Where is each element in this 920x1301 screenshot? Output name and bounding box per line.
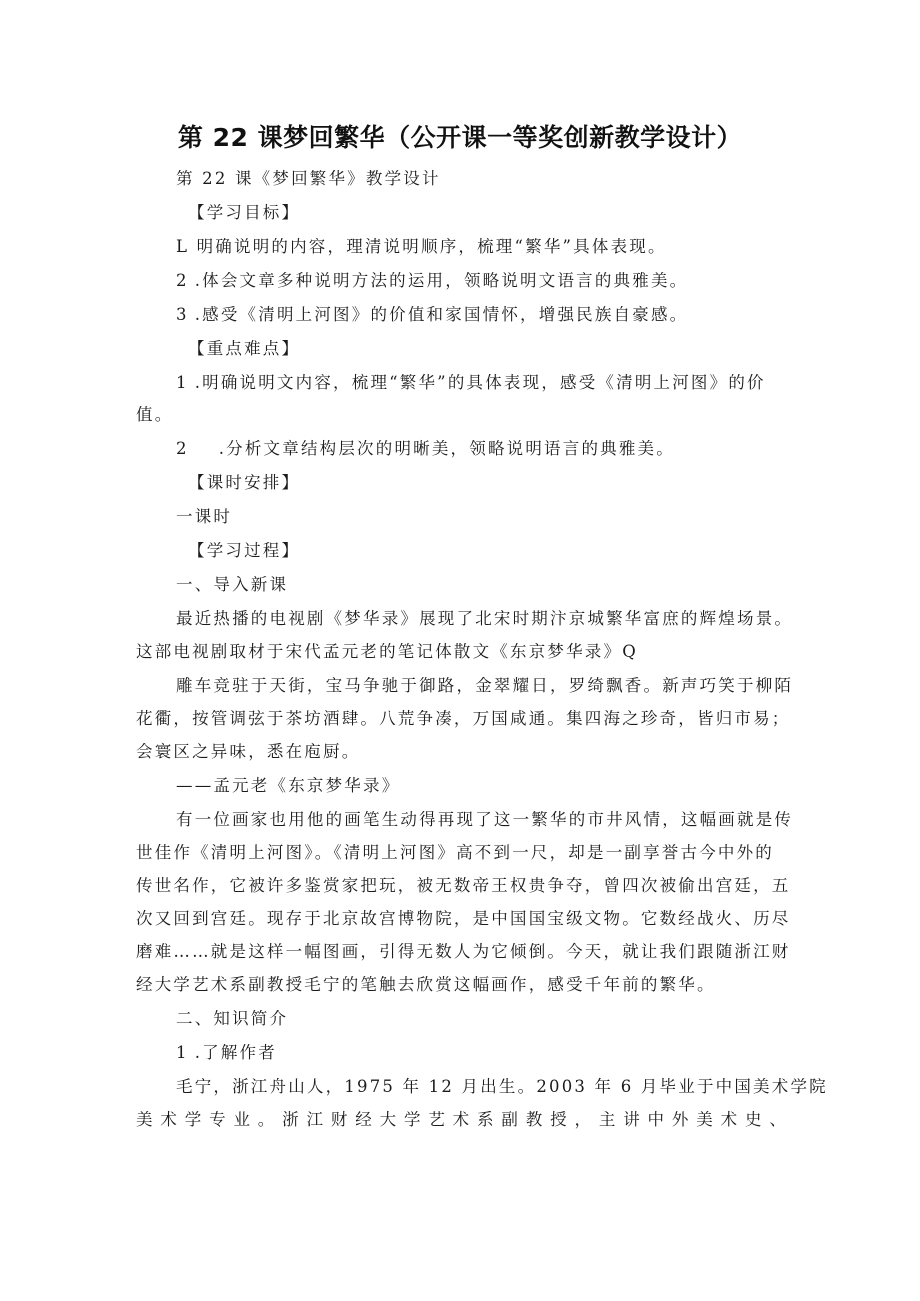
paragraph-1-line-1: 最近热播的电视剧《梦华录》展现了北宋时期汴京城繁华富庶的辉煌场景。 xyxy=(176,609,794,628)
paragraph-2-line-4: 次又回到宫廷。现存于北京故宫博物院，是中国国宝级文物。它数经战火、历尽 xyxy=(136,909,791,928)
paragraph-2-line-6: 经大学艺术系副教授毛宁的笔触去欣赏这幅画作，感受千年前的繁华。 xyxy=(136,975,716,994)
goal-3-text: .感受《清明上河图》的价值和家国情怀，增强民族自豪感。 xyxy=(194,305,689,324)
key-1-number: 1 xyxy=(176,373,189,392)
justified-char: 术 xyxy=(160,1110,177,1129)
justified-char: 术 xyxy=(452,1110,470,1129)
intro-item-1 xyxy=(176,1043,277,1063)
goal-2-number: 2 xyxy=(176,271,189,290)
justified-char: 美 xyxy=(696,1110,713,1129)
paragraph-2-line-3: 传世名作，它被许多鉴赏家把玩，被无数帝王权贵争夺，曾四次被偷出宫廷，五 xyxy=(136,876,791,895)
quote-line-3: 会寰区之异味，悉在庖厨。 xyxy=(136,742,361,761)
document-title: 第 22 课梦回繁华（公开课一等奖创新教学设计） xyxy=(177,123,743,152)
paragraph-1-line-2: 这部电视剧取材于宋代孟元老的笔记体散文《东京梦华录》Q xyxy=(136,642,638,661)
quote-line-2: 花衢，按管调弦于茶坊酒肆。八荒争凑，万国咸通。集四海之珍奇，皆归市易； xyxy=(136,709,791,728)
justified-char: 副 xyxy=(501,1110,518,1129)
key-point-1-line-1 xyxy=(176,373,766,393)
justified-char: 。 xyxy=(257,1110,275,1129)
part-1-heading: 一、导入新课 xyxy=(176,575,289,594)
goal-item-1: L 明确说明的内容，理清说明顺序，梳理“繁华”具体表现。 xyxy=(176,237,667,256)
key-point-1-line-2: 值。 xyxy=(136,405,174,424)
section-heading-key-points: 【重点难点】 xyxy=(188,339,301,358)
key-2-number: 2 xyxy=(176,439,189,458)
key-point-2 xyxy=(176,439,675,459)
intro-1-number: 1 xyxy=(176,1043,189,1062)
paragraph-2-line-1: 有一位画家也用他的画笔生动得再现了这一繁华的市井风情，这幅画就是传 xyxy=(176,810,794,829)
justified-char: 系 xyxy=(477,1110,494,1129)
paragraph-3-line-2 xyxy=(136,1110,786,1130)
justified-char: 授 xyxy=(550,1110,567,1129)
quote-line-1: 雕车竞驻于天街，宝马争驰于御路，金翠耀日，罗绮飘香。新声巧笑于柳陌 xyxy=(176,676,794,695)
lesson-subtitle: 第 22 课《梦回繁华》教学设计 xyxy=(176,169,441,188)
justified-char: 讲 xyxy=(623,1110,640,1129)
justified-char: 、 xyxy=(769,1110,786,1129)
goal-item-3 xyxy=(176,305,688,325)
key-2-text: .分析文章结构层次的明晰美，领略说明语言的典雅美。 xyxy=(218,439,675,458)
justified-char: 学 xyxy=(403,1110,421,1129)
quote-source: ——孟元老《东京梦华录》 xyxy=(176,776,401,795)
justified-char: 中 xyxy=(647,1110,665,1129)
paragraph-2-line-2: 世佳作《清明上河图》。《清明上河图》高不到一尺，却是一副享誉古今中外的 xyxy=(136,843,774,862)
section-heading-goals: 【学习目标】 xyxy=(188,203,301,222)
justified-char: ， xyxy=(574,1110,591,1129)
paragraph-2-line-5: 磨难……就是这样一幅图画，引得无数人为它倾倒。今天，就让我们跟随浙江财 xyxy=(136,942,791,961)
justified-char: 美 xyxy=(136,1110,153,1129)
justified-char: 财 xyxy=(330,1110,348,1129)
justified-char: 江 xyxy=(306,1110,324,1129)
paragraph-3-line-1: 毛宁，浙江舟山人，1975 年 12 月出生。2003 年 6 月毕业于中国美术学院 xyxy=(176,1077,828,1096)
justified-char: 艺 xyxy=(428,1110,445,1129)
justified-char: 术 xyxy=(720,1110,738,1129)
section-heading-process: 【学习过程】 xyxy=(188,541,301,560)
justified-char: 经 xyxy=(355,1110,372,1129)
justified-char: 学 xyxy=(184,1110,202,1129)
section-heading-schedule: 【课时安排】 xyxy=(188,473,301,492)
justified-char: 主 xyxy=(598,1110,616,1129)
goal-2-text: .体会文章多种说明方法的运用，领略说明文语言的典雅美。 xyxy=(194,271,689,290)
justified-char: 大 xyxy=(379,1110,397,1129)
goal-3-number: 3 xyxy=(176,305,189,324)
justified-char: 专 xyxy=(209,1110,226,1129)
justified-char: 业 xyxy=(233,1110,250,1129)
schedule-text: 一课时 xyxy=(176,507,233,526)
justified-char: 教 xyxy=(525,1110,543,1129)
part-2-heading: 二、知识简介 xyxy=(176,1009,289,1028)
justified-char: 史 xyxy=(744,1110,762,1129)
intro-1-text: .了解作者 xyxy=(194,1043,277,1062)
justified-char: 外 xyxy=(671,1110,689,1129)
goal-item-2 xyxy=(176,271,688,291)
key-1-text: .明确说明文内容，梳理“繁华”的具体表现，感受《清明上河图》的价 xyxy=(194,373,766,392)
justified-char: 浙 xyxy=(282,1110,299,1129)
